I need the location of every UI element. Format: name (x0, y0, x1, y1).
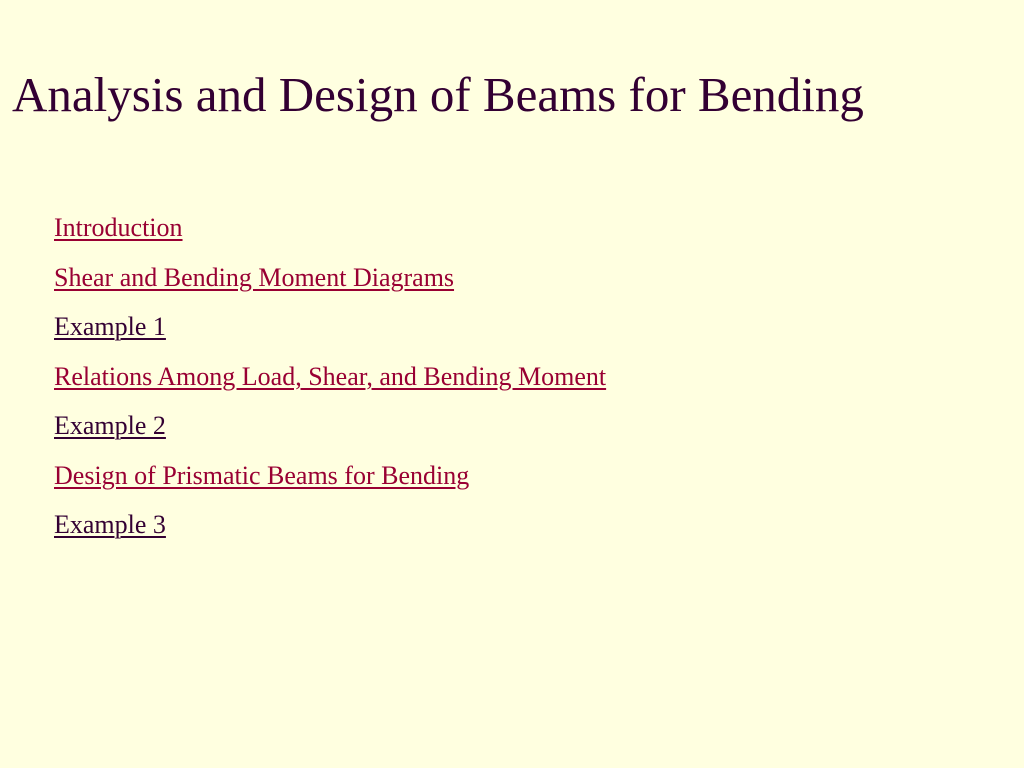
link-example-1[interactable]: Example 1 (54, 312, 166, 341)
toc-item-introduction (54, 210, 606, 260)
toc-item-example-3 (54, 507, 606, 557)
toc-item-relations (54, 359, 606, 409)
link-example-3[interactable]: Example 3 (54, 510, 166, 539)
link-relations-load-shear-moment[interactable]: Relations Among Load, Shear, and Bending Moment (54, 361, 607, 391)
toc-item-example-2 (54, 408, 606, 458)
link-introduction[interactable]: Introduction (54, 213, 183, 242)
toc-item-design-prismatic-beams (54, 458, 606, 508)
slide-title: Analysis and Design of Beams for Bending (12, 67, 864, 122)
toc-item-example-1 (54, 309, 606, 359)
table-of-contents (54, 210, 606, 557)
link-shear-bending-moment-diagrams[interactable]: Shear and Bending Moment Diagrams (54, 262, 455, 292)
toc-item-shear-bending-diagrams (54, 260, 606, 310)
link-design-prismatic-beams[interactable]: Design of Prismatic Beams for Bending (54, 460, 470, 490)
link-example-2[interactable]: Example 2 (54, 411, 166, 440)
